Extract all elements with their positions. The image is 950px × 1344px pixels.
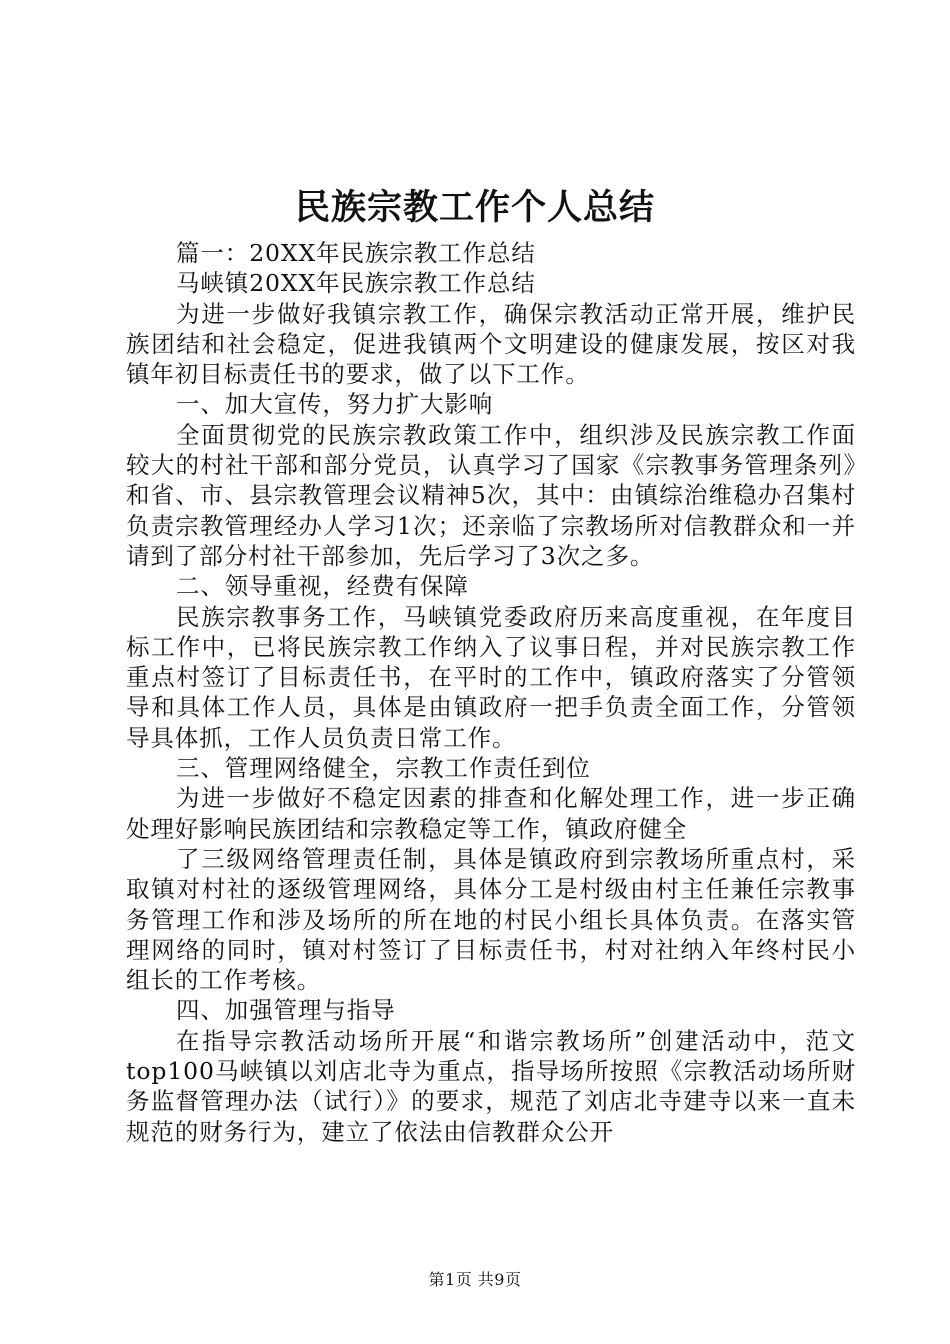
paragraph-section-4: 在指导宗教活动场所开展“和谐宗教场所”创建活动中，范文top100马峡镇以刘店北寺为重点，指导场所按照《宗教活动场所财务监督管理办法（试行）》的要求，规范了刘店北寺建寺以来一直未规范的财务行为，建立了依法由信教群众公开 (126, 1026, 856, 1146)
document-title: 民族宗教工作个人总结 (294, 188, 655, 228)
section-heading-3: 三、管理网络健全，宗教工作责任到位 (176, 754, 591, 783)
paragraph-section-2: 民族宗教事务工作，马峡镇党委政府历来高度重视，在年度目标工作中，已将民族宗教工作纳入了议事日程，并对民族宗教工作重点村签订了目标责任书，在平时的工作中，镇政府落实了分管领导和具体工作人员，具体是由镇政府一把手负责全面工作，分管领导具体抓，工作人员负责日常工作。 (126, 602, 856, 752)
page-footer: 第1页 共9页 (428, 1270, 522, 1289)
section-heading-2: 二、领导重视，经费有保障 (176, 572, 469, 601)
paragraph-section-3a: 为进一步做好不稳定因素的排查和化解处理工作，进一步正确处理好影响民族团结和宗教稳定等工作，镇政府健全 (126, 784, 856, 843)
section-heading-4: 四、加强管理与指导 (176, 996, 396, 1025)
document-body (126, 238, 856, 1147)
paragraph-section-1: 全面贯彻党的民族宗教政策工作中，组织涉及民族宗教工作面较大的村社干部和部分党员，认真学习了国家《宗教事务管理条列》和省、市、县宗教管理会议精神5次，其中：由镇综治维稳办召集村负责宗教管理经办人学习1次；还亲临了宗教场所对信教群众和一并请到了部分村社干部参加，先后学习了3次之多。 (126, 420, 856, 570)
paragraph-heading-part-one: 篇一：20XX年民族宗教工作总结 (176, 239, 536, 267)
paragraph-section-3b: 了三级网络管理责任制，具体是镇政府到宗教场所重点村，采取镇对村社的逐级管理网络，具体分工是村级由村主任兼任宗教事务管理工作和涉及场所的所在地的村民小组长具体负责。在落实管理网络的同时，镇对村签订了目标责任书，村对社纳入年终村民小组长的工作考核。 (126, 844, 856, 995)
paragraph-subtitle: 马峡镇20XX年民族宗教工作总结 (176, 269, 536, 298)
section-heading-1: 一、加大宣传，努力扩大影响 (176, 390, 494, 419)
paragraph-intro: 为进一步做好我镇宗教工作，确保宗教活动正常开展，维护民族团结和社会稳定，促进我镇两个文明建设的健康发展，按区对我镇年初目标责任书的要求，做了以下工作。 (126, 299, 856, 389)
